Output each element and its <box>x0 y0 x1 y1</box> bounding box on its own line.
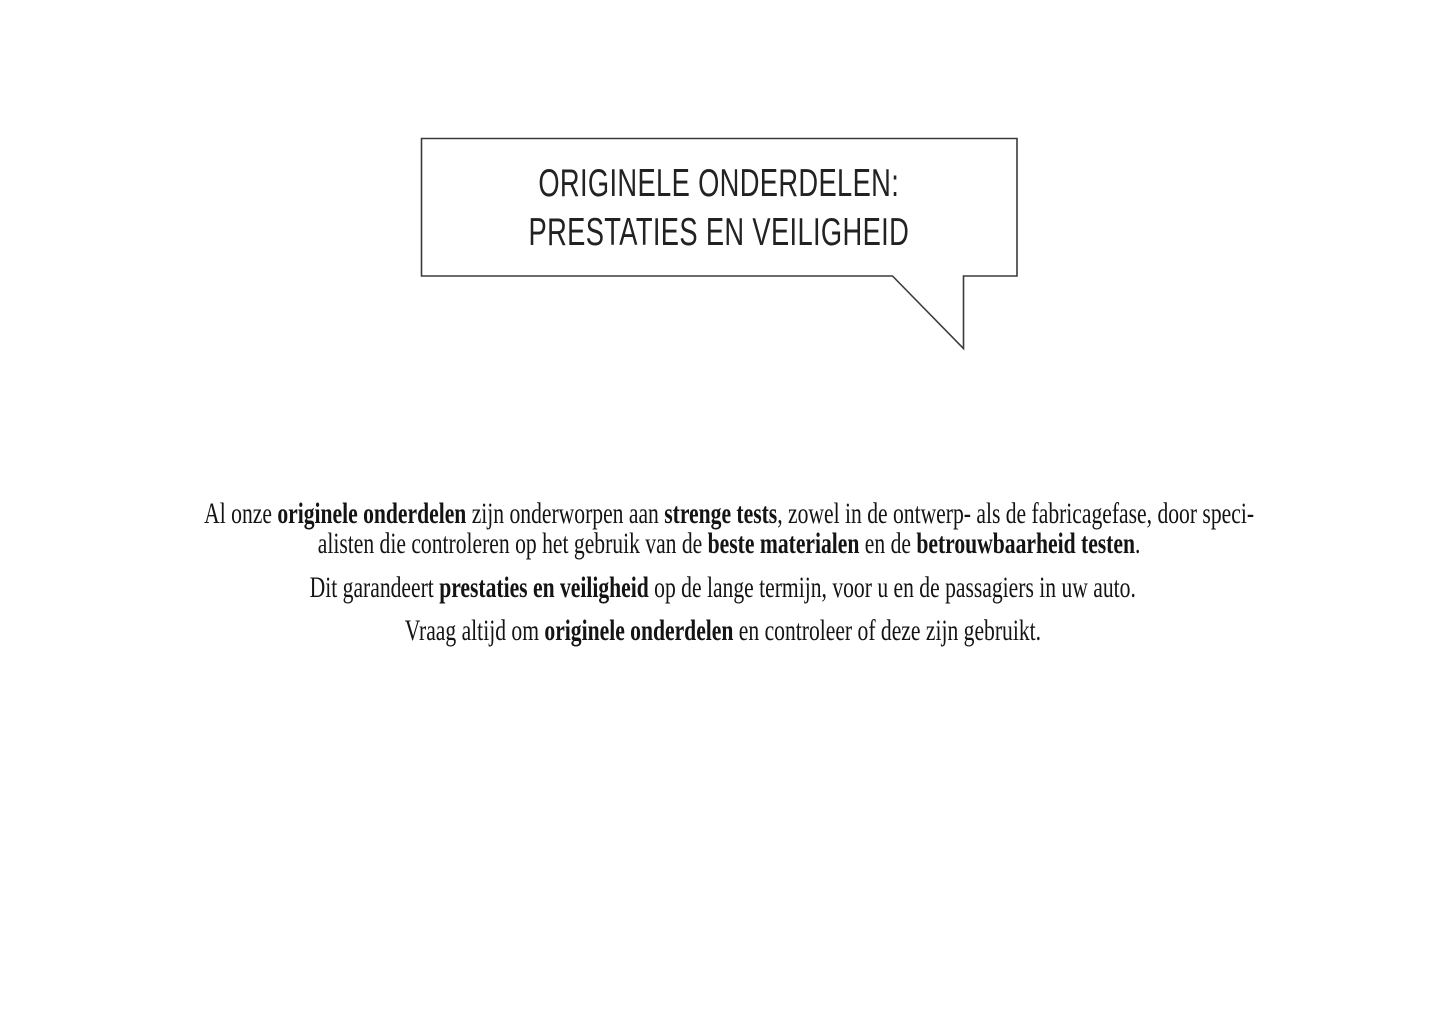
text-run: . <box>1134 527 1141 560</box>
text-run-bold: beste materialen <box>707 527 860 560</box>
text-run-bold: strenge tests <box>664 497 778 530</box>
text-run: zijn onderworpen aan <box>466 497 665 530</box>
text-run: alisten die controleren op het gebruik van de <box>317 527 708 560</box>
text-run-bold: betrouwbaarheid testen <box>916 527 1135 560</box>
paragraph-ask <box>0 616 1445 646</box>
paragraph-guarantee-text <box>309 573 1135 603</box>
text-run: en de <box>859 527 917 560</box>
paragraph-tests-text <box>204 499 1254 559</box>
text-run: Vraag altijd om <box>404 614 545 647</box>
text-run: Al onze <box>204 497 278 530</box>
text-run: en controleer of deze zijn gebruikt. <box>732 614 1041 647</box>
text-run: Dit garandeert <box>309 571 439 604</box>
text-run-bold: originele onderdelen <box>544 614 733 647</box>
paragraph-ask-text <box>404 616 1040 646</box>
speech-bubble-title-line-1: ORIGINELE ONDERDELEN: <box>538 161 900 205</box>
text-run: , zowel in de ontwerp- als de fabricagefase, door speci- <box>777 497 1255 530</box>
text-run: op de lange termijn, voor u en de passagiers in uw auto. <box>648 571 1136 604</box>
paragraph-tests <box>0 499 1445 559</box>
text-run-bold: prestaties en veiligheid <box>438 571 649 604</box>
speech-bubble <box>421 139 1017 276</box>
paragraph-guarantee <box>0 573 1445 603</box>
body-text <box>0 499 1445 646</box>
text-run-bold: originele onderdelen <box>277 497 467 530</box>
speech-bubble-title-line-2: PRESTATIES EN VEILIGHEID <box>528 210 910 254</box>
